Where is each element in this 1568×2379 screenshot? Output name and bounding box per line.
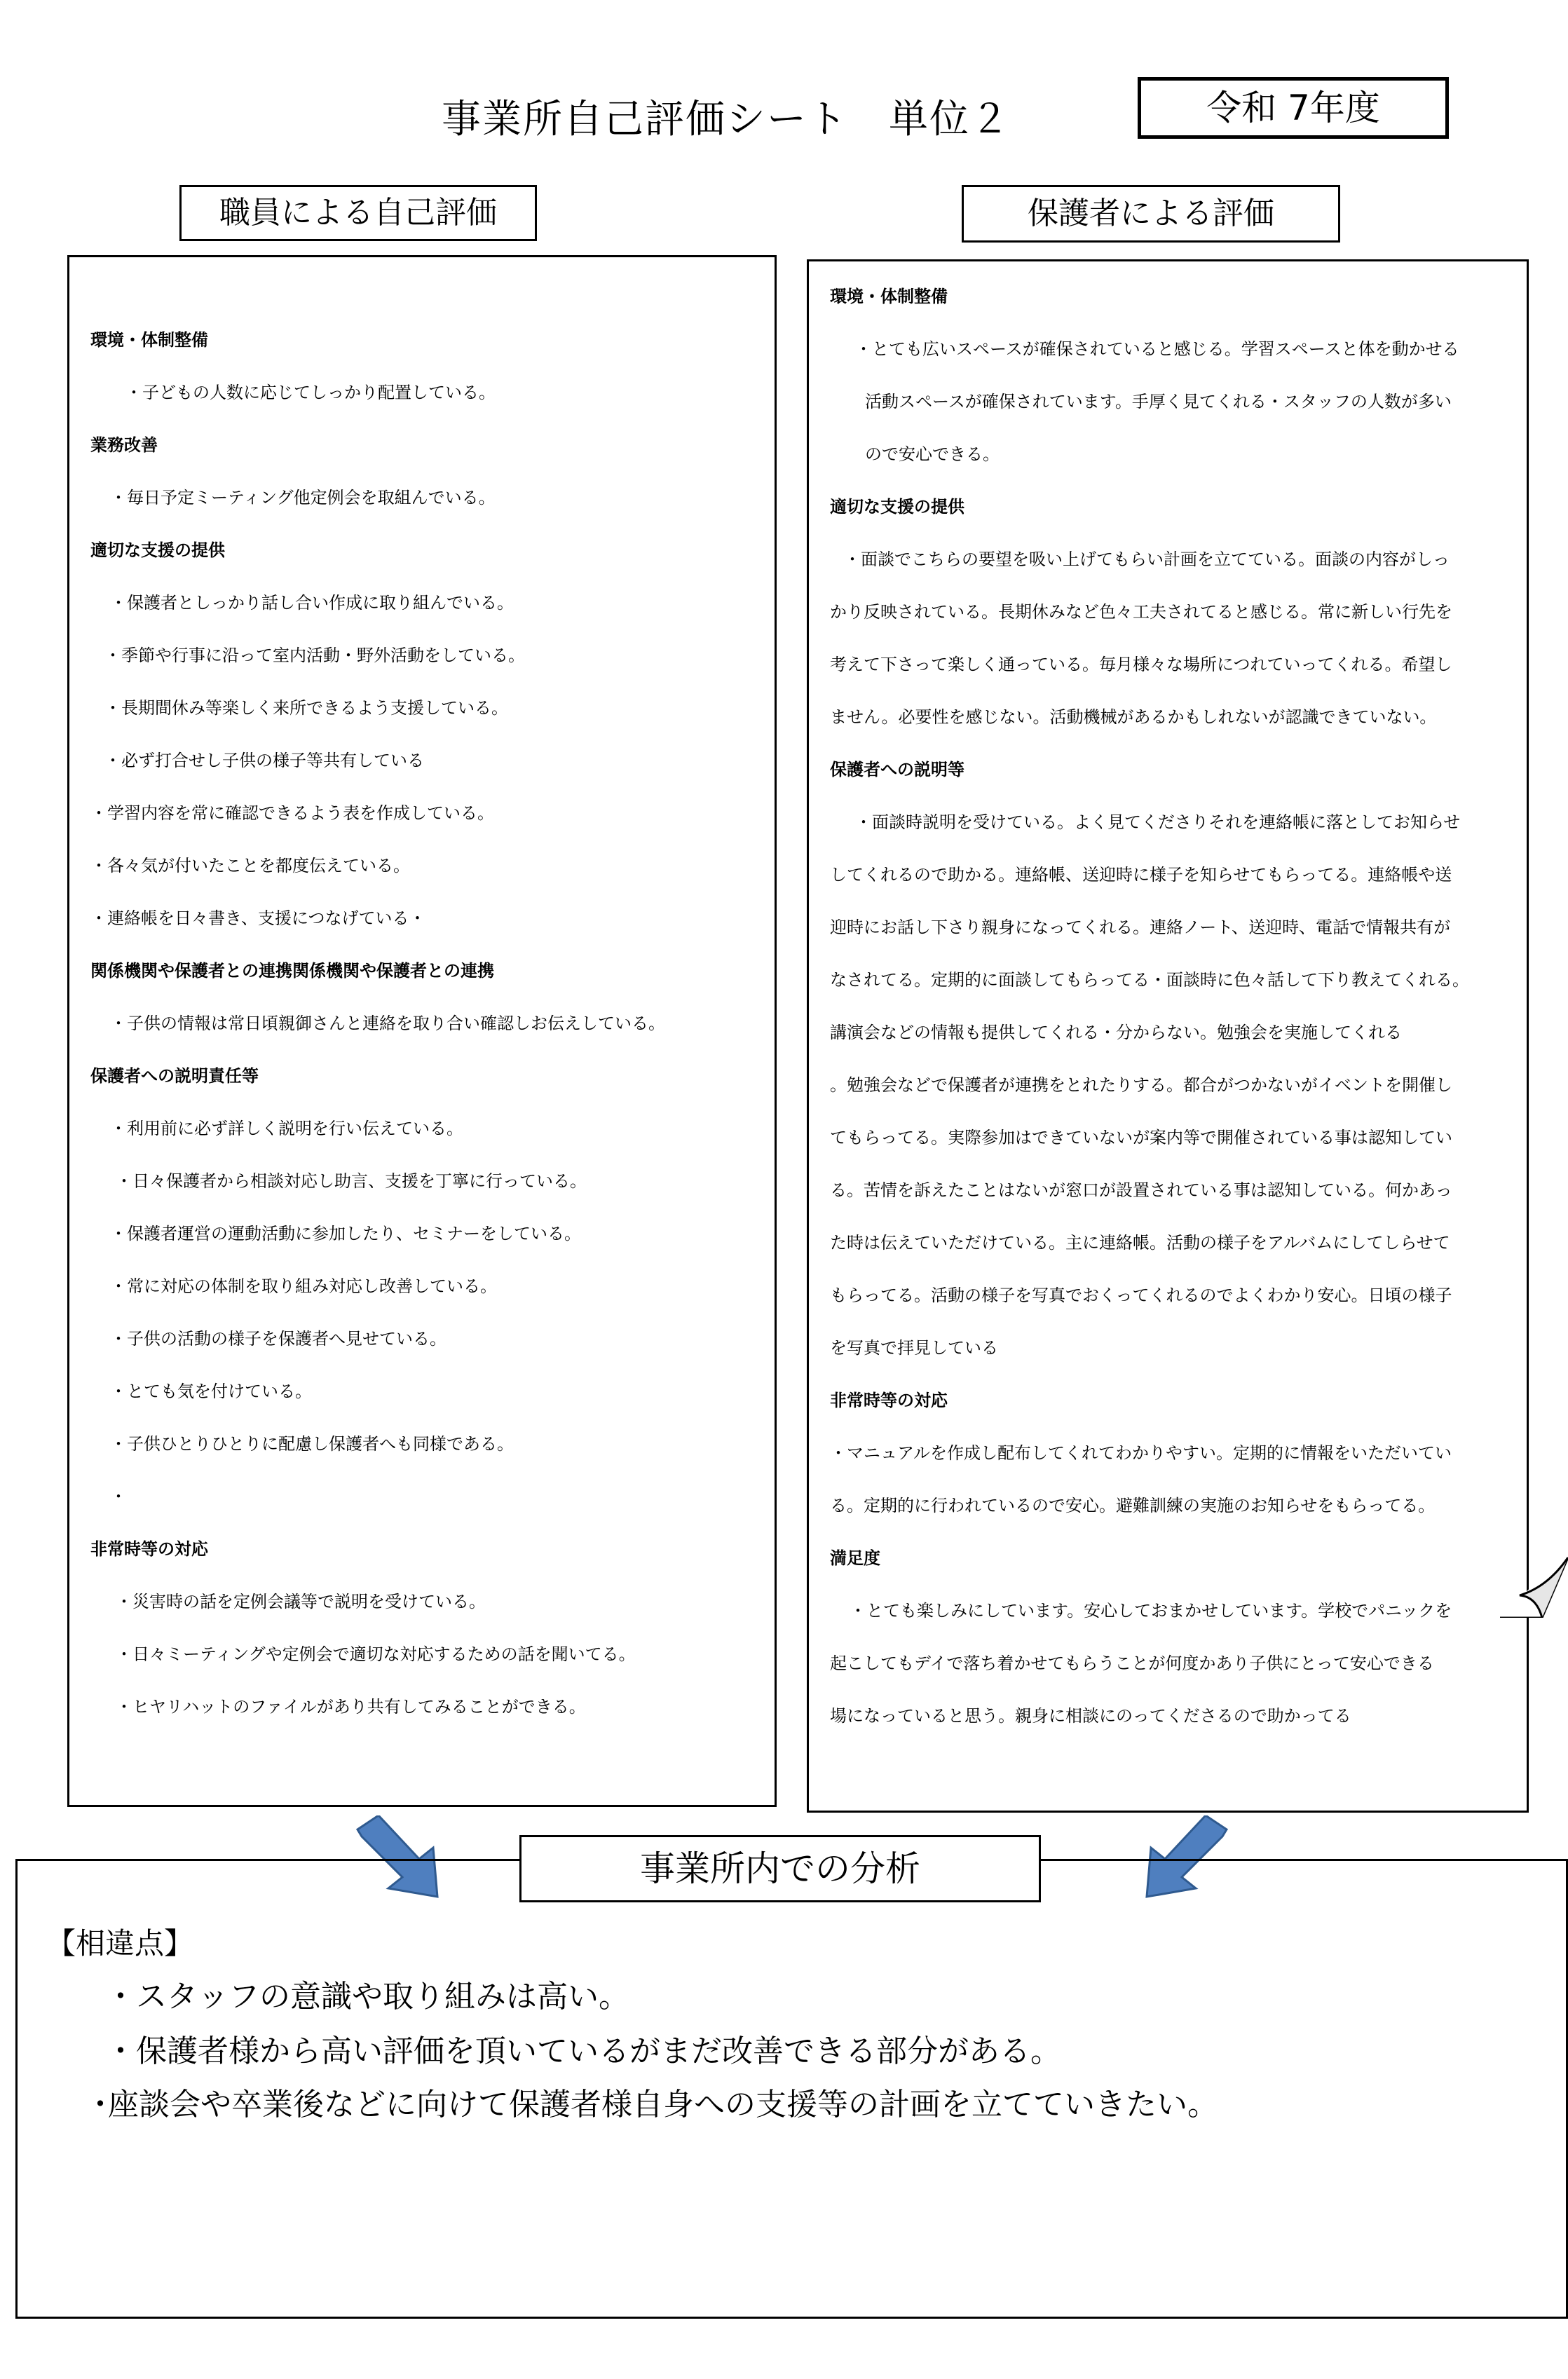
list-item: を写真で拝見している xyxy=(830,1338,998,1358)
list-item: た時は伝えていただけている。主に連絡帳。活動の様子をアルバムにしてしらせて xyxy=(830,1233,1450,1253)
list-item: ・保護者運営の運動活動に参加したり、セミナーをしている。 xyxy=(110,1224,581,1243)
parent-evaluation-header: 保護者による評価 xyxy=(962,185,1340,243)
section-heading: 業務改善 xyxy=(90,435,158,455)
list-item: る。定期的に行われているので安心。避難訓練の実施のお知らせをもらってる。 xyxy=(830,1496,1436,1515)
list-item: ・日々ミーティングや定例会で適切な対応するための話を聞いてる。 xyxy=(116,1644,636,1664)
list-item: ・季節や行事に沿って室内活動・野外活動をしている。 xyxy=(104,646,525,665)
list-item: ・子供の情報は常日頃親御さんと連絡を取り合い確認しお伝えしている。 xyxy=(110,1014,665,1033)
list-item: ・面談時説明を受けている。よく見てくださりそれを連絡帳に落としてお知らせ xyxy=(855,812,1461,832)
list-item: ・ xyxy=(110,1487,127,1506)
list-item: ・子供の活動の様子を保護者へ見せている。 xyxy=(110,1329,446,1349)
page-title: 事業所自己評価シート 単位２ xyxy=(442,97,1011,142)
list-item: なされてる。定期的に面談してもらってる・面談時に色々話して下り教えてくれる。 xyxy=(830,970,1469,990)
section-heading: 非常時等の対応 xyxy=(90,1539,208,1559)
list-item: ・長期間休み等楽しく来所できるよう支援している。 xyxy=(104,698,508,718)
section-heading: 保護者への説明等 xyxy=(830,760,964,779)
list-item: ・保護者としっかり話し合い作成に取り組んでいる。 xyxy=(110,593,514,613)
analysis-title: 事業所内での分析 xyxy=(519,1835,1041,1902)
list-item: かり反映されている。長期休みなど色々工夫されてると感じる。常に新しい行先を xyxy=(830,602,1452,622)
list-item: ・連絡帳を日々書き、支援につなげている・ xyxy=(90,908,426,928)
list-item: ので安心できる。 xyxy=(865,444,1000,464)
list-item: 場になっていると思う。親身に相談にのってくださるので助かってる xyxy=(830,1706,1351,1726)
parent-evaluation-panel xyxy=(807,259,1529,1813)
section-heading: 環境・体制整備 xyxy=(90,330,208,350)
list-item: 起こしてもデイで落ち着かせてもらうことが何度かあり子供にとって安心できる xyxy=(830,1654,1434,1673)
list-item: ・子どもの人数に応じてしっかり配置している。 xyxy=(125,383,496,402)
list-item: ・毎日予定ミーティング他定例会を取組んでいる。 xyxy=(110,488,496,507)
list-item: ・学習内容を常に確認できるよう表を作成している。 xyxy=(90,803,494,823)
staff-evaluation-header: 職員による自己評価 xyxy=(179,185,537,241)
list-item: ・とても楽しみにしています。安心しておまかせしています。学校でパニックを xyxy=(850,1601,1452,1621)
fiscal-year-box: 令和 7年度 xyxy=(1138,77,1449,139)
list-item: 講演会などの情報も提供してくれる・分からない。勉強会を実施してくれる xyxy=(830,1023,1402,1042)
staff-evaluation-panel xyxy=(67,255,777,1807)
section-heading: 非常時等の対応 xyxy=(830,1391,948,1410)
section-heading: 満足度 xyxy=(830,1548,880,1568)
list-item: ・マニュアルを作成し配布してくれてわかりやすい。定期的に情報をいただいてい xyxy=(830,1443,1452,1463)
differences-label: 【相違点】 xyxy=(46,1926,194,1961)
list-item: ・日々保護者から相談対応し助言、支援を丁寧に行っている。 xyxy=(116,1171,587,1191)
list-item: 考えて下さって楽しく通っている。毎月様々な場所につれていってくれる。希望し xyxy=(830,655,1452,674)
list-item: てもらってる。実際参加はできていないが案内等で開催されている事は認知してい xyxy=(830,1128,1452,1147)
list-item: ・とても広いスペースが確保されていると感じる。学習スペースと体を動かせる xyxy=(855,339,1459,359)
list-item: ・面談でこちらの要望を吸い上げてもらい計画を立てている。面談の内容がしっ xyxy=(844,550,1450,569)
section-heading: 適切な支援の提供 xyxy=(90,540,225,560)
list-item: 活動スペースが確保されています。手厚く見てくれる・スタッフの人数が多い xyxy=(865,392,1452,411)
section-heading: 適切な支援の提供 xyxy=(830,497,964,517)
list-item: ・ヒヤリハットのファイルがあり共有してみることができる。 xyxy=(116,1697,586,1717)
list-item: ・災害時の話を定例会議等で説明を受けている。 xyxy=(116,1592,486,1611)
list-item: もらってる。活動の様子を写真でおくってくれるのでよくわかり安心。日頃の様子 xyxy=(830,1286,1452,1305)
section-heading: 保護者への説明責任等 xyxy=(90,1066,259,1086)
analysis-line: ･座談会や卒業後などに向けて保護者様自身への支援等の計画を立てていきたい。 xyxy=(93,2087,1218,2122)
analysis-line: ・スタッフの意識や取り組みは高い。 xyxy=(105,1979,629,2015)
analysis-line: ・保護者様から高い評価を頂いているがまだ改善できる部分がある。 xyxy=(105,2033,1061,2069)
list-item: ません。必要性を感じない。活動機械があるかもしれないが認識できていない。 xyxy=(830,707,1437,727)
list-item: ・子供ひとりひとりに配慮し保護者へも同様である。 xyxy=(110,1434,514,1454)
list-item: してくれるので助かる。連絡帳、送迎時に様子を知らせてもらってる。連絡帳や送 xyxy=(830,865,1452,885)
list-item: 迎時にお話し下さり親身になってくれる。連絡ノート、送迎時、電話で情報共有が xyxy=(830,918,1451,937)
section-heading: 環境・体制整備 xyxy=(830,287,948,306)
list-item: ・利用前に必ず詳しく説明を行い伝えている。 xyxy=(110,1119,463,1138)
parent-evaluation-list xyxy=(830,282,1513,1754)
list-item: る。苦情を訴えたことはないが窓口が設置されている事は認知している。何かあっ xyxy=(830,1180,1452,1200)
page-curl-icon xyxy=(1500,1550,1568,1618)
list-item: ・各々気が付いたことを都度伝えている。 xyxy=(90,856,410,875)
staff-evaluation-list xyxy=(90,326,761,1745)
list-item: ・常に対応の体制を取り組み対応し改善している。 xyxy=(110,1276,497,1296)
section-heading: 関係機関や保護者との連携関係機関や保護者との連携 xyxy=(90,961,494,981)
list-item: 。勉強会などで保護者が連携をとれたりする。都合がつかないがイベントを開催し xyxy=(830,1075,1452,1095)
list-item: ・必ず打合せし子供の様子等共有している xyxy=(104,751,424,770)
list-item: ・とても気を付けている。 xyxy=(110,1382,312,1401)
